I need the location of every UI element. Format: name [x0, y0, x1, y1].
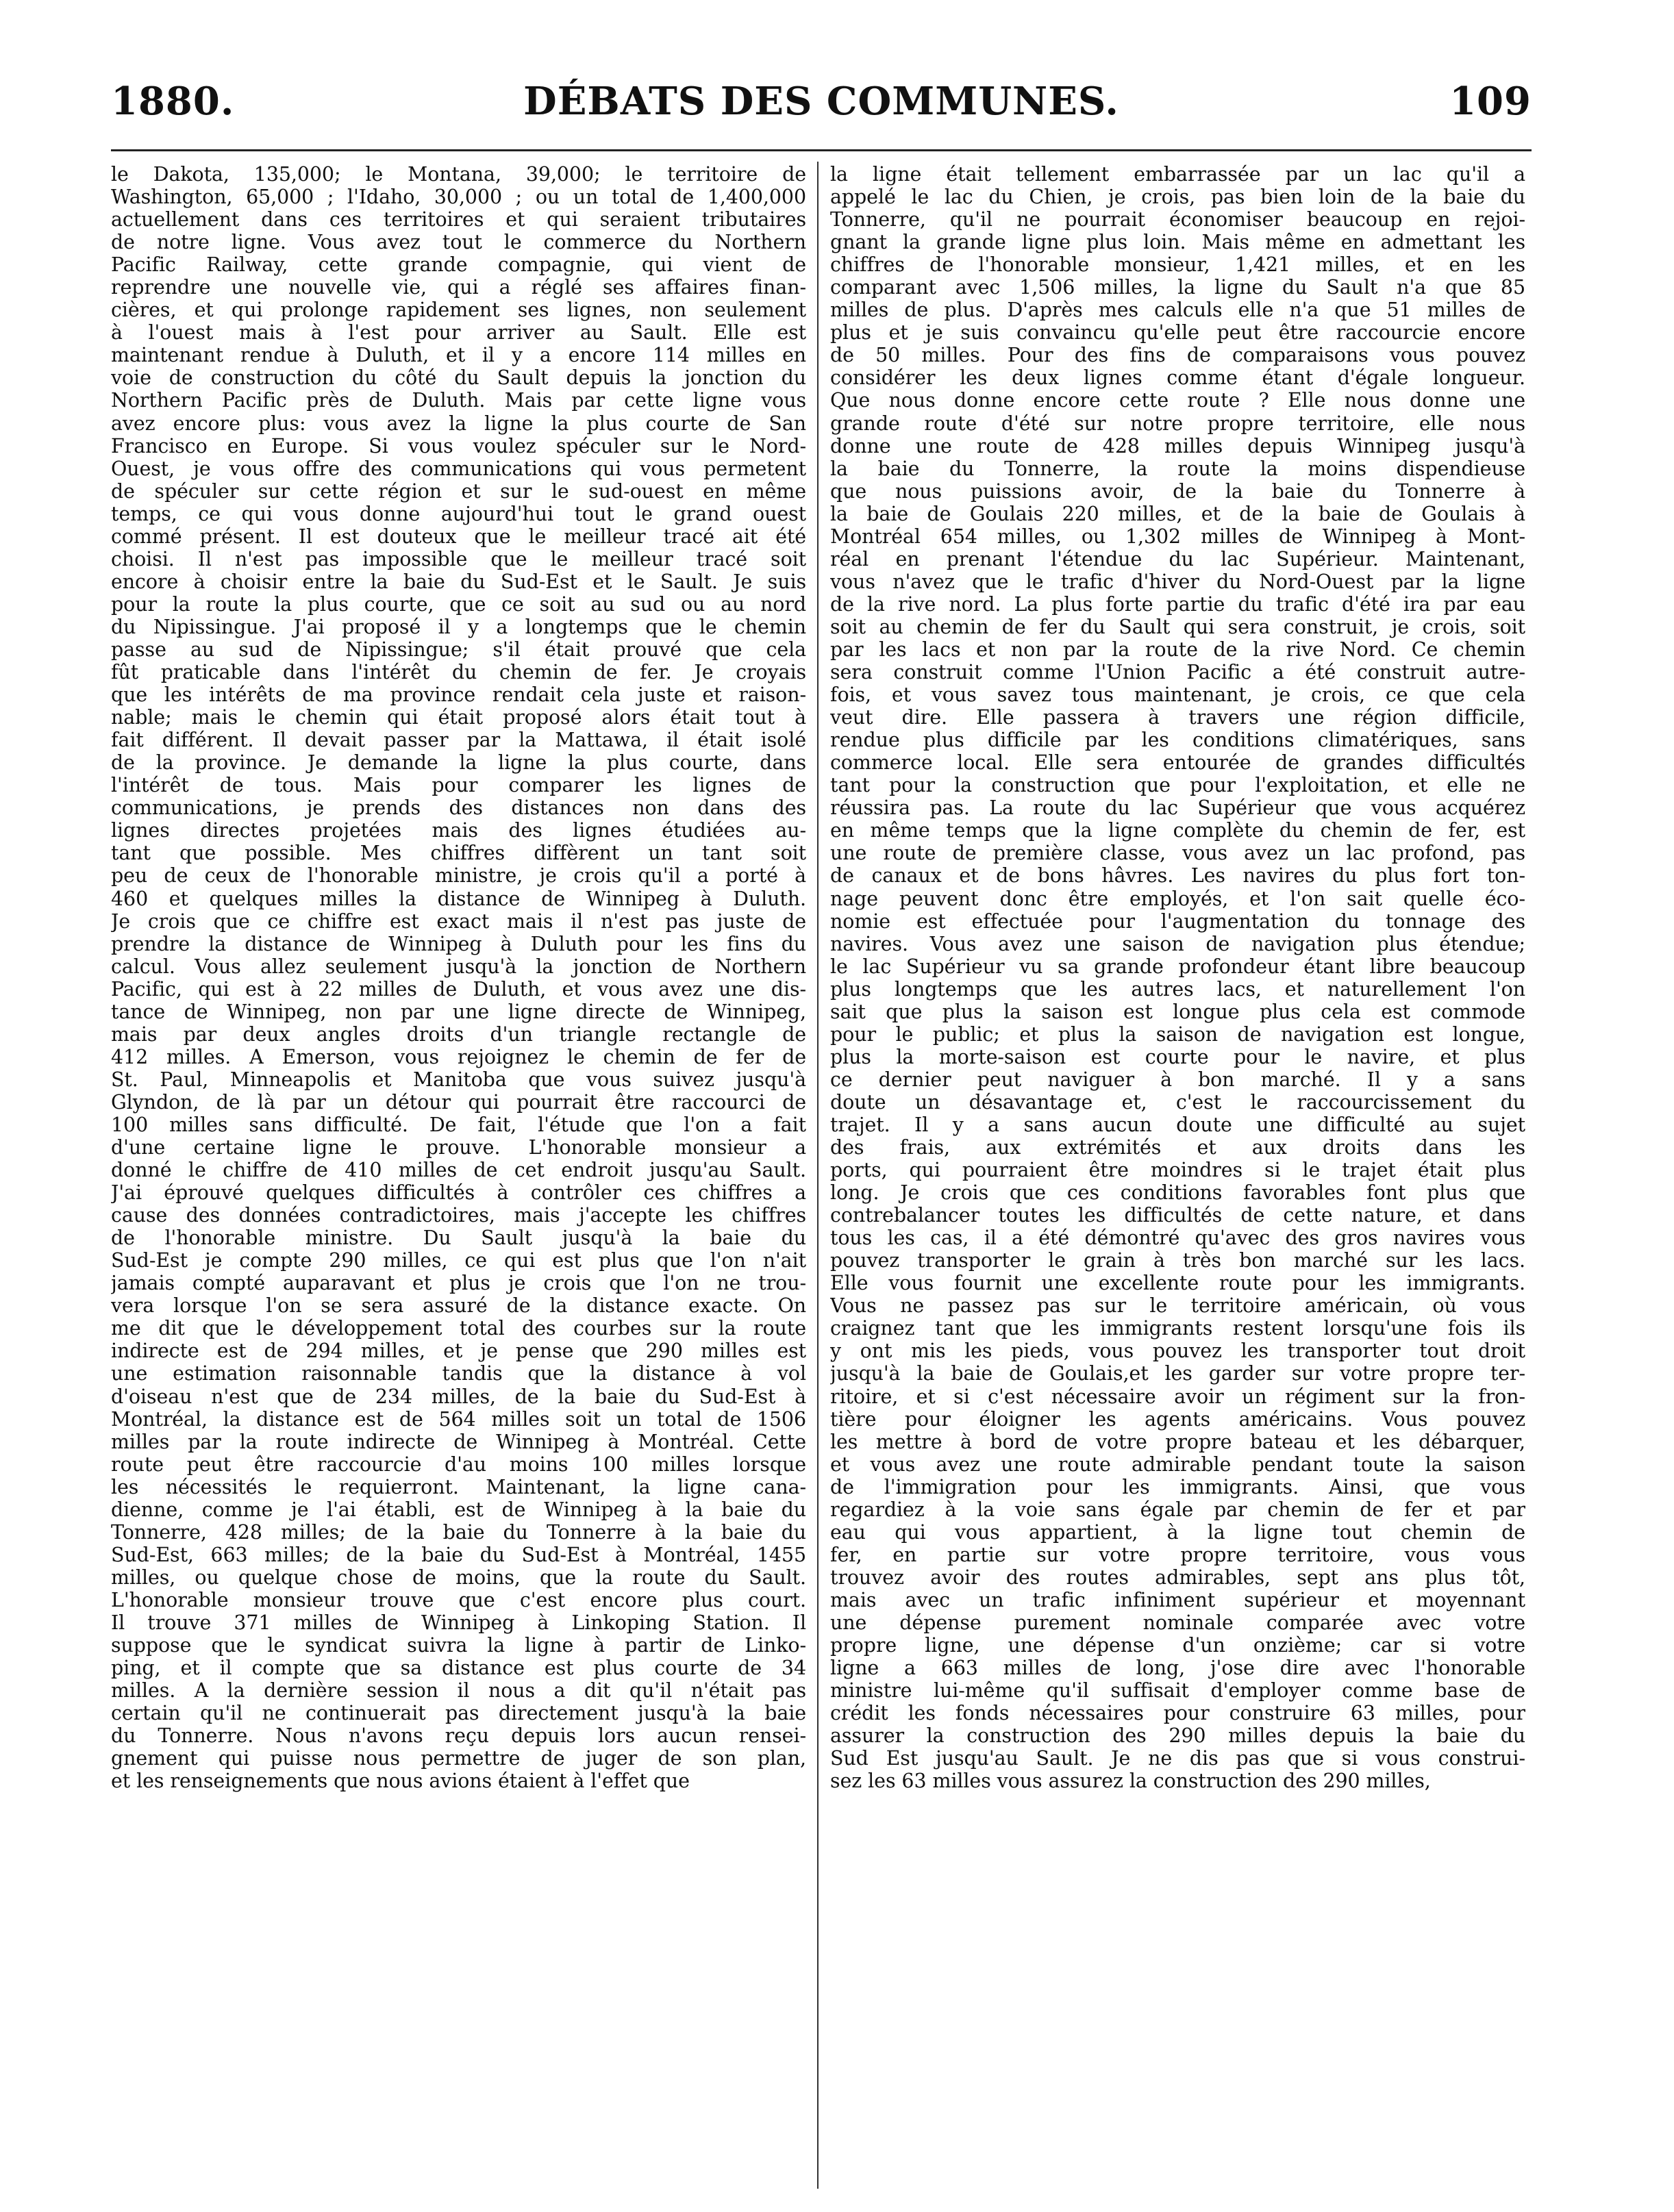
text-line: les mettre à bord de votre propre bateau et les débarquer, — [830, 1430, 1525, 1453]
text-line: ministre lui-même qu'il suffisait d'employer comme base de — [830, 1679, 1525, 1702]
header-page-number: 109 — [1449, 79, 1532, 124]
text-line: que nous puissions avoir, de la baie du Tonnerre à — [830, 479, 1525, 503]
text-line: des frais, aux extrémités et aux droits dans les — [830, 1136, 1525, 1159]
text-line: donne une route de 428 milles depuis Winnipeg jusqu'à — [830, 434, 1525, 457]
text-line: d'oiseau n'est que de 234 milles, de la baie du Sud-Est à — [111, 1385, 806, 1408]
text-line: me dit que le développement total des courbes sur la route — [111, 1317, 806, 1340]
text-line: maintenant rendue à Duluth, et il y a encore 114 milles en — [111, 344, 806, 367]
text-line: les nécessités le requierront. Maintenant, la ligne cana- — [111, 1475, 806, 1498]
text-line: fait différent. Il devait passer par la Mattawa, il était isolé — [111, 729, 806, 752]
text-line: Ouest, je vous offre des communications qui vous permetent — [111, 457, 806, 480]
text-line: d'une certaine ligne le prouve. L'honorable monsieur a — [111, 1136, 806, 1159]
text-line: commé présent. Il est douteux que le meilleur tracé ait été — [111, 525, 806, 548]
text-line: gnant la grande ligne plus loin. Mais même en admettant les — [830, 231, 1525, 254]
text-line: contrebalancer toutes les difficultés de cette nature, et dans — [830, 1204, 1525, 1227]
text-line: nomie est effectuée pour l'augmentation du tonnage des — [830, 909, 1525, 933]
text-line: réussira pas. La route du lac Supérieur que vous acquérez — [830, 796, 1525, 820]
text-line: le Dakota, 135,000; le Montana, 39,000; le territoire de — [111, 163, 806, 186]
text-line: tière pour éloigner les agents américains. Vous pouvez — [830, 1407, 1525, 1431]
text-line: sez les 63 milles vous assurez la construction des 290 milles, — [830, 1770, 1431, 1793]
text-line: milles. A la dernière session il nous a dit qu'il n'était pas — [111, 1679, 806, 1702]
text-line: Northern Pacific près de Duluth. Mais par cette ligne vous — [111, 389, 806, 412]
text-line: trajet. Il y a sans aucun doute une difficulté au sujet — [830, 1113, 1525, 1136]
text-line: pour le public; et plus la saison de navigation est longue, — [830, 1022, 1525, 1046]
text-line: Je crois que ce chiffre est exact mais il n'est pas juste de — [111, 909, 806, 933]
text-line: de canaux et de bons hâvres. Les navires du plus fort ton- — [830, 864, 1525, 888]
text-line: pour la route la plus courte, que ce soit au sud ou au nord — [111, 592, 806, 616]
text-line: chiffres de l'honorable monsieur, 1,421 milles, et en les — [830, 253, 1525, 277]
text-line: lignes directes projetées mais des lignes étudiées au- — [111, 819, 806, 842]
text-line: regardiez à la voie sans égale par chemin de fer et par — [830, 1498, 1525, 1521]
text-line: fois, et vous savez tous maintenant, je crois, ce que cela — [830, 683, 1525, 707]
text-line: crédit les fonds nécessaires pour construire 63 milles, pour — [830, 1702, 1525, 1725]
text-line: de l'immigration pour les immigrants. Ainsi, que vous — [830, 1475, 1525, 1498]
text-line: Elle vous fournit une excellente route pour les immigrants. — [830, 1272, 1525, 1295]
text-line: de 50 milles. Pour des fins de comparaisons vous pouvez — [830, 344, 1525, 367]
text-line: choisi. Il n'est pas impossible que le meilleur tracé soit — [111, 547, 806, 570]
text-line: plus longtemps que les autres lacs, et naturellement l'on — [830, 977, 1525, 1001]
text-line: ports, qui pourraient être moindres si le trajet était plus — [830, 1159, 1525, 1182]
text-line: une dépense purement nominale comparée avec votre — [830, 1611, 1525, 1634]
text-line: commerce local. Elle sera entourée de grandes difficultés — [830, 751, 1525, 775]
text-line: ce dernier peut naviguer à bon marché. Il y a sans — [830, 1068, 1525, 1091]
text-line: Tonnerre, qu'il ne pourrait économiser beaucoup en rejoi- — [830, 208, 1525, 231]
text-line: Sud-Est je compte 290 milles, ce qui est plus que l'on n'ait — [111, 1249, 806, 1272]
text-line: plus et je suis convaincu qu'elle peut être raccourcie encore — [830, 321, 1525, 344]
text-line: nage peuvent donc être employés, et l'on sait quelle éco- — [830, 887, 1525, 910]
text-line: une estimation raisonnable tandis que la distance à vol — [111, 1362, 806, 1385]
text-line: avez encore plus: vous avez la ligne la plus courte de San — [111, 412, 806, 435]
text-line: ligne a 663 milles de long, j'ose dire avec l'honorable — [830, 1657, 1525, 1680]
text-line: Montréal, la distance est de 564 milles soit un total de 1506 — [111, 1407, 806, 1431]
text-line: appelé le lac du Chien, je crois, pas bien loin de la baie du — [830, 186, 1525, 209]
text-line: gnement qui puisse nous permettre de juger de son plan, — [111, 1747, 806, 1770]
text-line: tant que possible. Mes chiffres diffèrent un tant soit — [111, 842, 806, 865]
text-line: sait que plus la saison est longue plus cela est commode — [830, 1000, 1525, 1023]
text-line: voie de construction du côté du Sault depuis la jonction du — [111, 366, 806, 390]
text-line: St. Paul, Minneapolis et Manitoba que vous suivez jusqu'à — [111, 1068, 806, 1091]
text-line: reprendre une nouvelle vie, qui a réglé ses affaires finan- — [111, 276, 806, 299]
text-line: communications, je prends des distances non dans des — [111, 796, 806, 820]
text-line: route peut être raccourcie d'au moins 100 milles lorsque — [111, 1453, 806, 1476]
header-year: 1880. — [111, 79, 235, 124]
text-line: plus la morte-saison est courte pour le navire, et plus — [830, 1045, 1525, 1068]
text-line: tous les cas, il a été démontré qu'avec des gros navires vous — [830, 1227, 1525, 1250]
left-column — [111, 163, 806, 1792]
text-line: ritoire, et si c'est nécessaire avoir un régiment sur la fron- — [830, 1385, 1525, 1408]
text-line: grande route d'été sur notre propre territoire, elle nous — [830, 412, 1525, 435]
text-line: doute un désavantage et, c'est le raccourcissement du — [830, 1090, 1525, 1114]
text-line: Que nous donne encore cette route ? Elle nous donne une — [830, 389, 1525, 412]
text-line: considérer les deux lignes comme étant d'égale longueur. — [830, 366, 1525, 390]
text-line: suppose que le syndicat suivra la ligne à partir de Linko- — [111, 1634, 806, 1657]
text-line: L'honorable monsieur trouve que c'est encore plus court. — [111, 1588, 806, 1611]
text-line: tant pour la construction que pour l'exploitation, et elle ne — [830, 774, 1525, 797]
text-line: que les intérêts de ma province rendait cela juste et raison- — [111, 683, 806, 707]
page — [111, 68, 1532, 1793]
text-line: certain qu'il ne continuerait pas directement jusqu'à la baie — [111, 1702, 806, 1725]
text-line: mais avec un trafic infiniment supérieur et moyennant — [830, 1588, 1525, 1611]
text-line: 460 et quelques milles la distance de Winnipeg à Duluth. — [111, 887, 806, 910]
text-line: assurer la construction des 290 milles depuis la baie du — [830, 1724, 1525, 1748]
text-line: cières, et qui prolonge rapidement ses lignes, non seulement — [111, 299, 806, 322]
text-line: la baie de Goulais 220 milles, et de la baie de Goulais à — [830, 502, 1525, 525]
text-line: tance de Winnipeg, non par une ligne directe de Winnipeg, — [111, 1000, 806, 1023]
text-line: Tonnerre, 428 milles; de la baie du Tonnerre à la baie du — [111, 1520, 806, 1544]
text-line: milles, ou quelque chose de moins, que la route du Sault. — [111, 1566, 806, 1589]
text-line: Pacific Railway, cette grande compagnie, qui vient de — [111, 253, 806, 277]
text-line: par les lacs et non par la route de la rive Nord. Ce chemin — [830, 638, 1525, 661]
text-line: encore à choisir entre la baie du Sud-Est et le Sault. Je suis — [111, 570, 806, 593]
text-line: Vous ne passez pas sur le territoire américain, où vous — [830, 1294, 1525, 1318]
text-line: soit au chemin de fer du Sault qui sera construit, je crois, soit — [830, 615, 1525, 638]
text-line: J'ai éprouvé quelques difficultés à contrôler ces chiffres a — [111, 1181, 806, 1205]
text-line: trouvez avoir des routes admirables, sept ans plus tôt, — [830, 1566, 1525, 1589]
text-line: sera construit comme l'Union Pacific a été construit autre- — [830, 661, 1525, 684]
text-line: de la province. Je demande la ligne la plus courte, dans — [111, 751, 806, 775]
text-line: comparant avec 1,506 milles, la ligne du Sault n'a que 85 — [830, 276, 1525, 299]
text-line: Sud-Est, 663 milles; de la baie du Sud-Est à Montréal, 1455 — [111, 1543, 806, 1566]
text-line: calcul. Vous allez seulement jusqu'à la jonction de Northern — [111, 955, 806, 978]
text-line: Il trouve 371 milles de Winnipeg à Linkoping Station. Il — [111, 1611, 806, 1634]
text-line: le lac Supérieur vu sa grande profondeur étant libre beaucoup — [830, 955, 1525, 978]
header-rule — [111, 149, 1532, 151]
text-line: vous n'avez que le trafic d'hiver du Nord-Ouest par la ligne — [830, 570, 1525, 593]
header-title: DÉBATS DES COMMUNES. — [523, 79, 1119, 124]
text-line: jamais compté auparavant et plus je crois que l'on ne trou- — [111, 1272, 806, 1295]
text-line: l'intérêt de tous. Mais pour comparer les lignes de — [111, 774, 806, 797]
text-line: vera lorsque l'on se sera assuré de la distance exacte. On — [111, 1294, 806, 1318]
text-line: passe au sud de Nipissingue; s'il était prouvé que cela — [111, 638, 806, 661]
column-divider — [817, 162, 819, 2189]
text-line: Washington, 65,000 ; l'Idaho, 30,000 ; ou un total de 1,400,000 — [111, 186, 806, 209]
text-line: veut dire. Elle passera à travers une région difficile, — [830, 706, 1525, 729]
text-line: pouvez transporter le grain à très bon marché sur les lacs. — [830, 1249, 1525, 1272]
text-line: du Nipissingue. J'ai proposé il y a longtemps que le chemin — [111, 615, 806, 638]
text-line: prendre la distance de Winnipeg à Duluth pour les fins du — [111, 932, 806, 955]
text-line: en même temps que la ligne complète du chemin de fer, est — [830, 819, 1525, 842]
text-line: cause des données contradictoires, mais j'accepte les chiffres — [111, 1204, 806, 1227]
text-line: Sud Est jusqu'au Sault. Je ne dis pas que si vous construi- — [830, 1747, 1525, 1770]
text-line: long. Je crois que ces conditions favorables font plus que — [830, 1181, 1525, 1205]
text-line: actuellement dans ces territoires et qui seraient tributaires — [111, 208, 806, 231]
text-line: rendue plus difficile par les conditions climatériques, sans — [830, 729, 1525, 752]
text-line: jusqu'à la baie de Goulais,et les garder sur votre propre ter- — [830, 1362, 1525, 1385]
text-line: indirecte est de 294 milles, et je pense que 290 milles est — [111, 1340, 806, 1363]
text-line: nable; mais le chemin qui était proposé alors était tout à — [111, 706, 806, 729]
text-line: du Tonnerre. Nous n'avons reçu depuis lors aucun rensei- — [111, 1724, 806, 1748]
text-line: 100 milles sans difficulté. De fait, l'étude que l'on a fait — [111, 1113, 806, 1136]
text-line: Francisco en Europe. Si vous voulez spéculer sur le Nord- — [111, 434, 806, 457]
text-line: la ligne était tellement embarrassée par un lac qu'il a — [830, 163, 1525, 186]
text-line: mais par deux angles droits d'un triangle rectangle de — [111, 1022, 806, 1046]
text-line: de spéculer sur cette région et sur le sud-ouest en même — [111, 479, 806, 503]
text-line: et vous avez une route admirable pendant toute la saison — [830, 1453, 1525, 1476]
text-line: craignez tant que les immigrants restent lorsqu'une fois ils — [830, 1317, 1525, 1340]
text-line: dienne, comme je l'ai établi, est de Winnipeg à la baie du — [111, 1498, 806, 1521]
text-line: ping, et il compte que sa distance est plus courte de 34 — [111, 1657, 806, 1680]
text-line: navires. Vous avez une saison de navigation plus étendue; — [830, 932, 1525, 955]
text-line: eau qui vous appartient, à la ligne tout chemin de — [830, 1520, 1525, 1544]
text-line: fût praticable dans l'intérêt du chemin de fer. Je croyais — [111, 661, 806, 684]
page-header — [111, 68, 1532, 134]
text-line: peu de ceux de l'honorable ministre, je crois qu'il a porté à — [111, 864, 806, 888]
text-line: de l'honorable ministre. Du Sault jusqu'à la baie du — [111, 1227, 806, 1250]
text-line: milles de plus. D'après mes calculs elle n'a que 51 milles de — [830, 299, 1525, 322]
text-line: Pacific, qui est à 22 milles de Duluth, et vous avez une dis- — [111, 977, 806, 1001]
text-line: la baie du Tonnerre, la route la moins dispendieuse — [830, 457, 1525, 480]
text-line: Glyndon, de là par un détour qui pourrait être raccourci de — [111, 1090, 806, 1114]
text-line: 412 milles. A Emerson, vous rejoignez le chemin de fer de — [111, 1045, 806, 1068]
text-line: à l'ouest mais à l'est pour arriver au Sault. Elle est — [111, 321, 806, 344]
text-line: une route de première classe, vous avez un lac profond, pas — [830, 842, 1525, 865]
text-line: de la rive nord. La plus forte partie du trafic d'été ira par eau — [830, 592, 1525, 616]
text-line: temps, ce qui vous donne aujourd'hui tout le grand ouest — [111, 502, 806, 525]
text-line: y ont mis les pieds, vous pouvez les transporter tout droit — [830, 1340, 1525, 1363]
text-line: milles par la route indirecte de Winnipeg à Montréal. Cette — [111, 1430, 806, 1453]
text-line: réal en prenant l'étendue du lac Supérieur. Maintenant, — [830, 547, 1525, 570]
text-line: et les renseignements que nous avions étaient à l'effet que — [111, 1770, 690, 1793]
text-line: fer, en partie sur votre propre territoire, vous vous — [830, 1543, 1525, 1566]
text-line: propre ligne, une dépense d'un onzième; car si votre — [830, 1634, 1525, 1657]
right-column — [830, 163, 1525, 1792]
text-line: donné le chiffre de 410 milles de cet endroit jusqu'au Sault. — [111, 1159, 806, 1182]
text-line: Montréal 654 milles, ou 1,302 milles de Winnipeg à Mont- — [830, 525, 1525, 548]
text-line: de notre ligne. Vous avez tout le commerce du Northern — [111, 231, 806, 254]
